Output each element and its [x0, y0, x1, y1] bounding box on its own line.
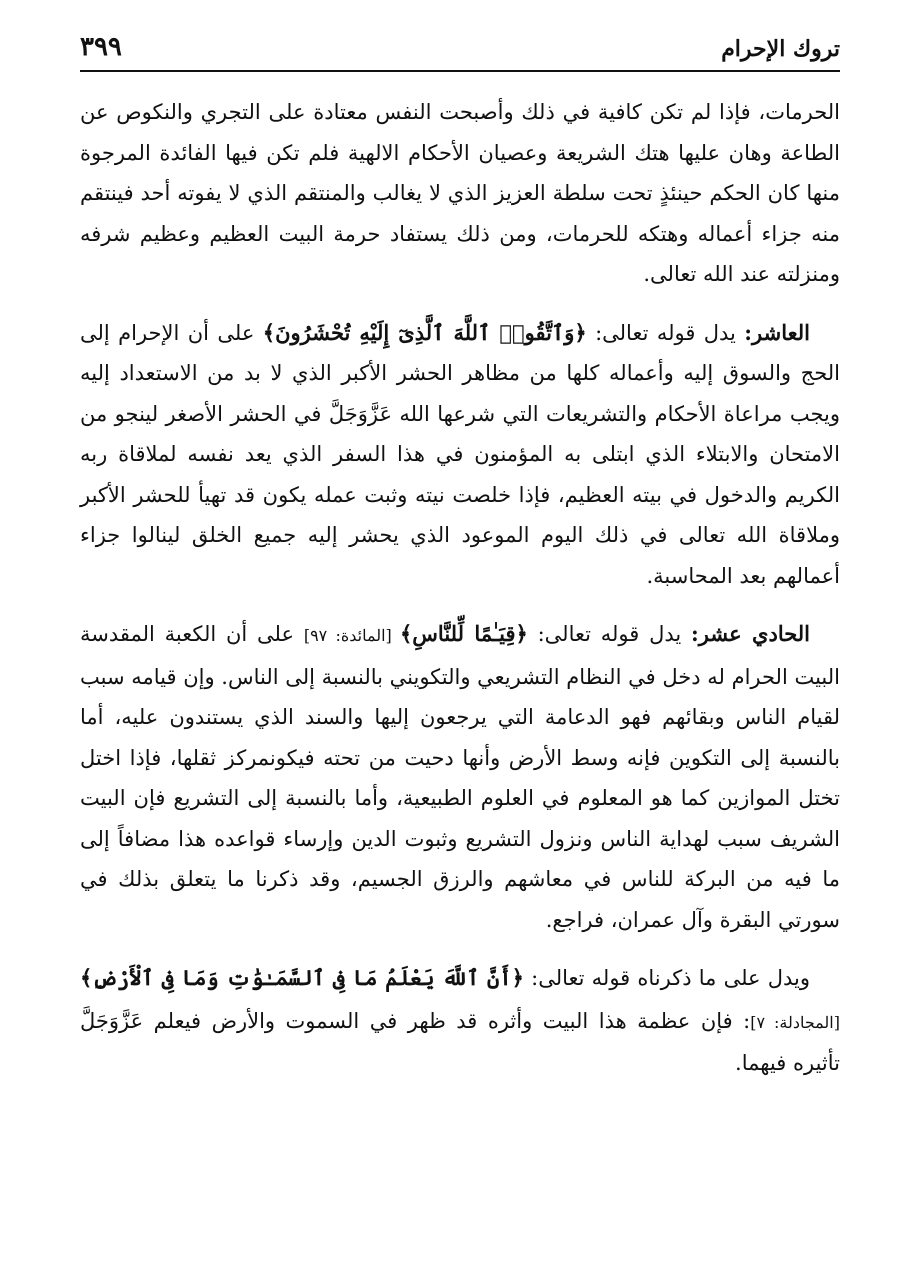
paragraph-2-text: على أن الإحرام إلى الحج والسوق إليه وأعماله كلها من مظاهر الحشر الأكبر الذي لا بد من الاستعداد إليه ويجب مراعاة الأحكام والتشريعات التي شرعها الله عَزَّوَجَلَّ في الحشر الأصغر لينجو من الامتحان والابتلاء الذي ابتلى به المؤمنون في هذا السفر الذي يعد نفسه لملاقاة ربه الكريم والدخول في بيته العظيم، فإذا خلصت نيته وثبت عمله يكون قد تهيأ للحشر الأكبر وملاقاة الله تعالى في ذلك اليوم الموعود الذي يحشر إليه جميع الخلق لينالوا جزاء أعمالهم بعد المحاسبة.	[80, 320, 840, 588]
page-number: ٣٩٩	[80, 32, 122, 62]
paragraph-2	[80, 313, 840, 597]
paragraph-4-verse: ﴿أَنَّ ٱللَّهَ يَعْلَمُ مَا فِى ٱلسَّمَـٰوَٰتِ وَمَا فِى ٱلْأَرْضِ﴾	[80, 965, 524, 990]
page-header	[80, 30, 840, 66]
paragraph-2-intro: يدل قوله تعالى:	[586, 320, 745, 345]
paragraph-4-reference: [المجادلة: ٧]	[750, 1012, 840, 1032]
paragraph-3-text: على أن الكعبة المقدسة البيت الحرام له دخل في النظام التشريعي والتكويني بالنسبة إلى الناس. وإن قيامه سبب لقيام الناس وبقائهم فهو الدعامة التي يرجعون إليها والسند الذي يستندون عليه، أما بالنسبة إلى التكوين فإنه وسط الأرض وأنها دحيت من تحته فيكونمركز ثقلها، فإذا اختل تختل الموازين كما هو المعلوم في العلوم الطبيعية، وأما بالنسبة إلى التشريع فإن البيت الشريف سبب لهداية الناس ونزول التشريع وثبوت الدين وإرساء قواعده هذا مضافاً إلى ما فيه من البركة للناس في معاشهم والرزق الجسيم، وقد ذكرنا ما يتعلق بذلك في سورتي البقرة وآل عمران، فراجع.	[80, 622, 840, 932]
header-rule	[80, 70, 840, 72]
running-title: تروك الإحرام	[721, 36, 840, 62]
paragraph-1	[80, 92, 840, 295]
page-body	[80, 92, 840, 1102]
paragraph-3-reference: [المائدة: ٩٧]	[303, 626, 400, 645]
paragraph-3-intro: يدل قوله تعالى:	[527, 622, 691, 646]
paragraph-3	[80, 614, 840, 940]
book-page	[80, 30, 840, 1075]
paragraph-3-lead: الحادي عشر:	[691, 621, 811, 646]
paragraph-4-intro: ويدل على ما ذكرناه قوله تعالى:	[523, 966, 810, 990]
paragraph-2-verse: ﴿وَٱتَّقُوا۟ ٱللَّهَ ٱلَّذِىٓ إِلَيْهِ تُحْشَرُونَ﴾	[262, 319, 587, 345]
paragraph-1-text: الحرمات، فإذا لم تكن كافية في ذلك وأصبحت النفس معتادة على التجري والنكوص عن الطاعة وهان عليها هتك الشريعة وعصيان الأحكام الالهية فلم تكن فيها الفائدة المرجوة منها كان الحكم حينئذٍ تحت سلطة العزيز الذي لا يغالب والمنتقم الذي لا يفوته أحد فينتقم منه جزاء أعماله وهتكه للحرمات، ومن ذلك يستفاد حرمة البيت العظيم وعظيم شرفه ومنزلته عند الله تعالى.	[80, 100, 840, 286]
paragraph-3-verse: ﴿قِيَـٰمًا لِّلنَّاسِ﴾	[399, 621, 528, 646]
paragraph-4-text: : فإن عظمة هذا البيت وأثره قد ظهر في السموت والأرض فيعلم عَزَّوَجَلَّ تأثيره فيهما.	[80, 1008, 840, 1075]
paragraph-2-lead: العاشر:	[744, 319, 810, 345]
paragraph-4	[80, 958, 840, 1084]
